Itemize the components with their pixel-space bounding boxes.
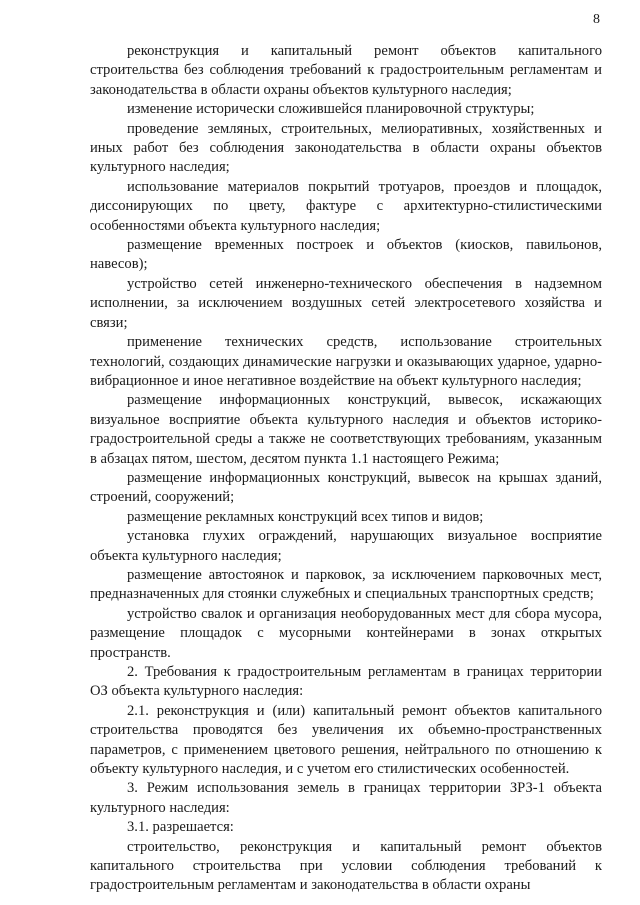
- paragraph: 2. Требования к градостроительным регламентам в границах территории ОЗ объекта культурного наследия:: [90, 664, 602, 700]
- paragraph: проведение земляных, строительных, мелиоративных, хозяйственных и иных работ без соблюдения законодательства в области охраны объектов культурного наследия;: [90, 120, 602, 176]
- paragraph: установка глухих ограждений, нарушающих визуальное восприятие объекта культурного наследия;: [90, 528, 602, 564]
- page-number: 8: [593, 12, 600, 27]
- paragraph: 3. Режим использования земель в границах территории ЗРЗ-1 объекта культурного наследия:: [90, 780, 602, 816]
- paragraph: изменение исторически сложившейся планировочной структуры;: [127, 101, 535, 118]
- paragraph: 3.1. разрешается:: [127, 819, 234, 836]
- paragraph: применение технических средств, использование строительных технологий, создающих динамические нагрузки и оказывающих ударное, ударно-вибрационное и иное негативное воздействие на объект культурного наследия;: [90, 334, 602, 389]
- paragraph: размещение информационных конструкций, вывесок на крышах зданий, строений, сооружений;: [90, 469, 602, 506]
- paragraph: размещение рекламных конструкций всех типов и видов;: [127, 508, 484, 525]
- paragraph: использование материалов покрытий тротуаров, проездов и площадок, диссонирующих по цвету, фактуре с архитектурно-стилистическими особенностями объекта культурного наследия;: [90, 178, 602, 234]
- paragraph: размещение автостоянок и парковок, за исключением парковочных мест, предназначенных для стоянки служебных и специальных транспортных средств;: [90, 566, 602, 603]
- paragraph: реконструкция и капитальный ремонт объектов капитального строительства без соблюдения требований к градостроительным регламентам и законодательства в области охраны объектов культурного наследия;: [90, 43, 602, 98]
- paragraph: размещение информационных конструкций, вывесок, искажающих визуальное восприятие объекта культурного наследия и объектов историко-градостроительной среды а также не соответствующих требованиям, указанным в абзацах пятом, шестом, десятом пункта 1.1 настоящего Режима;: [90, 392, 602, 467]
- paragraph: 2.1. реконструкция и (или) капитальный ремонт объектов капитального строительства проводятся без увеличения их объемно-пространственных параметров, с применением цветового решения, нейтрального по отношению к объекту культурного наследия, и с учетом его стилистических особенностей.: [90, 702, 602, 778]
- paragraph: размещение временных построек и объектов (киосков, павильонов, навесов);: [90, 237, 602, 273]
- document-body: [90, 42, 602, 896]
- paragraph: устройство сетей инженерно-технического обеспечения в надземном исполнении, за исключением воздушных сетей электросетевого хозяйства и связи;: [90, 275, 602, 331]
- paragraph: устройство свалок и организация необорудованных мест для сбора мусора, размещение площадок с мусорными контейнерами в зонах открытых пространств.: [90, 605, 602, 661]
- paragraph: строительство, реконструкция и капитальный ремонт объектов капитального строительства при условии соблюдения требований к градостроительным регламентам и законодательства в области охраны: [90, 838, 602, 894]
